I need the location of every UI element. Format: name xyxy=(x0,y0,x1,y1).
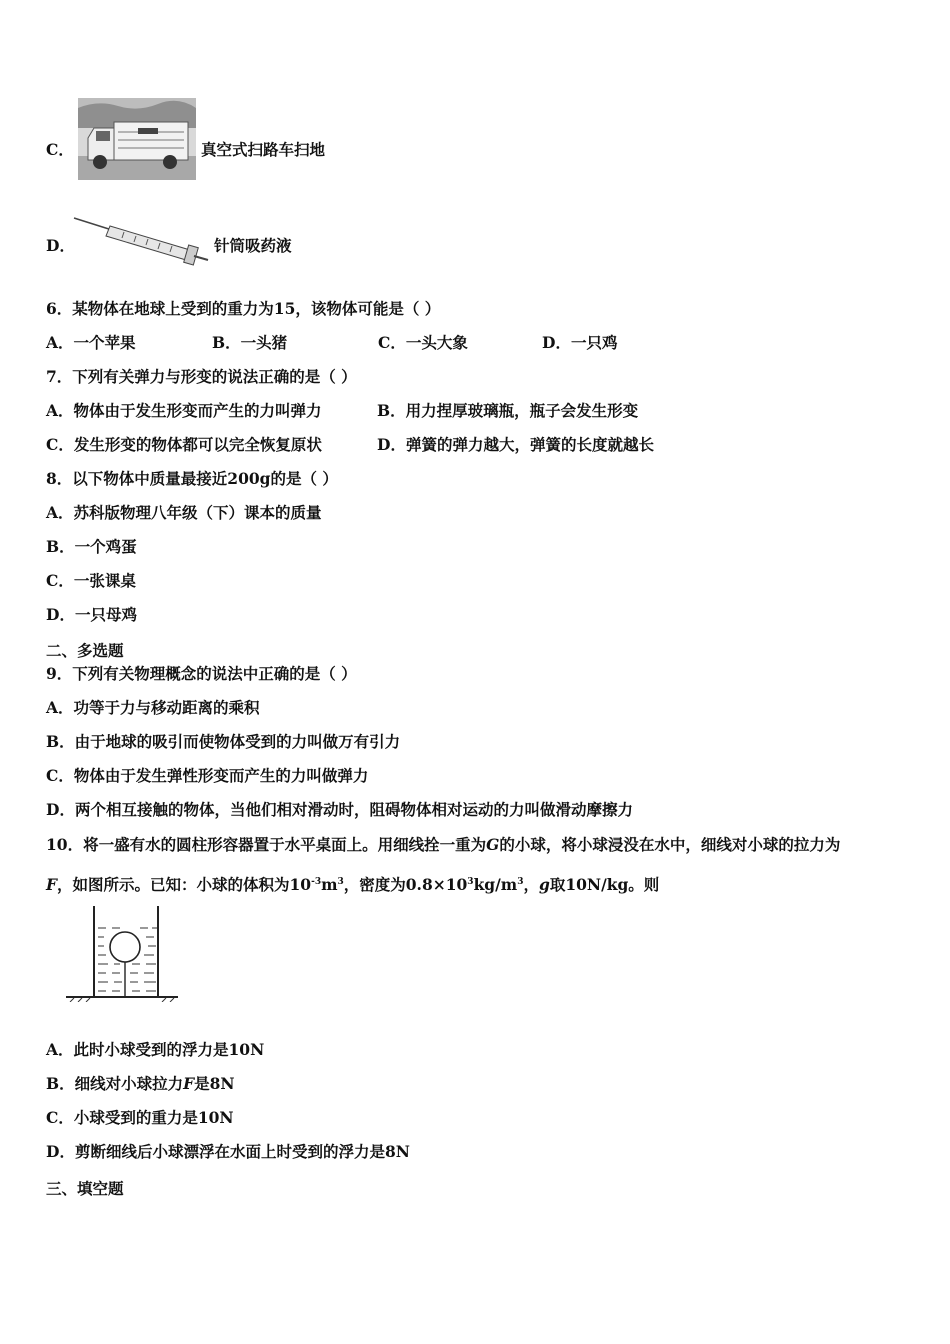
q7-stem: 7．下列有关弹力与形变的说法正确的是（ ） xyxy=(46,367,357,386)
q10-option-b xyxy=(46,1074,235,1094)
option-letter: C． xyxy=(46,140,74,159)
exponent: 3 xyxy=(337,877,344,887)
q10-text: ， xyxy=(523,875,539,895)
q10-text: ，如图所示。已知：小球的体积为10 xyxy=(57,875,312,895)
q8-option-c: C．一张课桌 xyxy=(46,571,136,590)
option-letter: D． xyxy=(46,236,75,255)
q6-option-d: D．一只鸡 xyxy=(542,333,618,352)
q6-option-c: C．一头大象 xyxy=(378,333,468,352)
q5-option-c-text: 真空式扫路车扫地 xyxy=(201,140,326,159)
q6-option-a: A．一个苹果 xyxy=(46,333,136,352)
q10-text: 的小球，将小球浸没在水中，细线对小球的拉力为 xyxy=(499,835,841,854)
q8-option-a: A．苏科版物理八年级（下）课本的质量 xyxy=(46,503,322,522)
exponent: 3 xyxy=(467,877,474,887)
symbol-f: F xyxy=(46,875,58,895)
q10-text: 10．将一盛有水的圆柱形容器置于水平桌面上。用细线拴一重为 xyxy=(46,835,487,854)
q7-option-a: A．物体由于发生形变而产生的力叫弹力 xyxy=(46,401,322,420)
q10-stem-line1 xyxy=(46,835,840,855)
q10-stem-line2 xyxy=(46,872,659,895)
exponent: 3 xyxy=(517,877,524,887)
q5-option-c xyxy=(46,140,74,160)
q9-option-b: B．由于地球的吸引而使物体受到的力叫做万有引力 xyxy=(46,732,401,751)
sweeper-truck-image xyxy=(78,98,196,180)
q9-option-a: A．功等于力与移动距离的乘积 xyxy=(46,698,260,717)
q6-stem: 6．某物体在地球上受到的重力为15，该物体可能是（ ） xyxy=(46,299,441,318)
q10-option-a: A．此时小球受到的浮力是10N xyxy=(46,1040,265,1059)
q10-text: m xyxy=(321,875,338,895)
section-heading-fill-blank: 三、填空题 xyxy=(46,1179,124,1198)
q8-option-b: B．一个鸡蛋 xyxy=(46,537,137,556)
syringe-image xyxy=(72,214,210,266)
q10-option-c: C．小球受到的重力是10N xyxy=(46,1108,234,1127)
q8-stem: 8．以下物体中质量最接近200g的是（ ） xyxy=(46,469,338,488)
q8-option-d: D．一只母鸡 xyxy=(46,605,137,624)
q10-option-d: D．剪断细线后小球漂浮在水面上时受到的浮力是8N xyxy=(46,1142,410,1161)
symbol-f: F xyxy=(183,1074,195,1093)
q9-stem: 9．下列有关物理概念的说法中正确的是（ ） xyxy=(46,664,357,683)
q10-text: 取10N/kg。则 xyxy=(549,875,660,895)
q10-text: ，密度为0.8×10 xyxy=(343,875,468,895)
q5-option-d xyxy=(46,236,75,256)
section-heading-multiple-choice: 二、多选题 xyxy=(46,641,124,660)
q9-option-d: D．两个相互接触的物体，当他们相对滑动时，阻碍物体相对运动的力叫做滑动摩擦力 xyxy=(46,800,633,819)
q9-option-c: C．物体由于发生弹性形变而产生的力叫做弹力 xyxy=(46,766,369,785)
symbol-g-weight: G xyxy=(486,835,500,854)
q5-option-d-text: 针筒吸药液 xyxy=(214,236,292,255)
q10-option-b-text: 是8N xyxy=(194,1074,235,1093)
q10-text: kg/m xyxy=(473,875,518,895)
q6-option-b: B．一头猪 xyxy=(212,333,288,352)
exponent: -3 xyxy=(311,877,322,887)
symbol-g: g xyxy=(538,875,550,895)
q7-option-b: B．用力捏厚玻璃瓶，瓶子会发生形变 xyxy=(377,401,639,420)
q7-option-d: D．弹簧的弹力越大，弹簧的长度就越长 xyxy=(377,435,654,454)
q10-option-b-text: B．细线对小球拉力 xyxy=(46,1074,184,1093)
q7-option-c: C．发生形变的物体都可以完全恢复原状 xyxy=(46,435,322,454)
container-ball-figure xyxy=(64,904,180,1002)
